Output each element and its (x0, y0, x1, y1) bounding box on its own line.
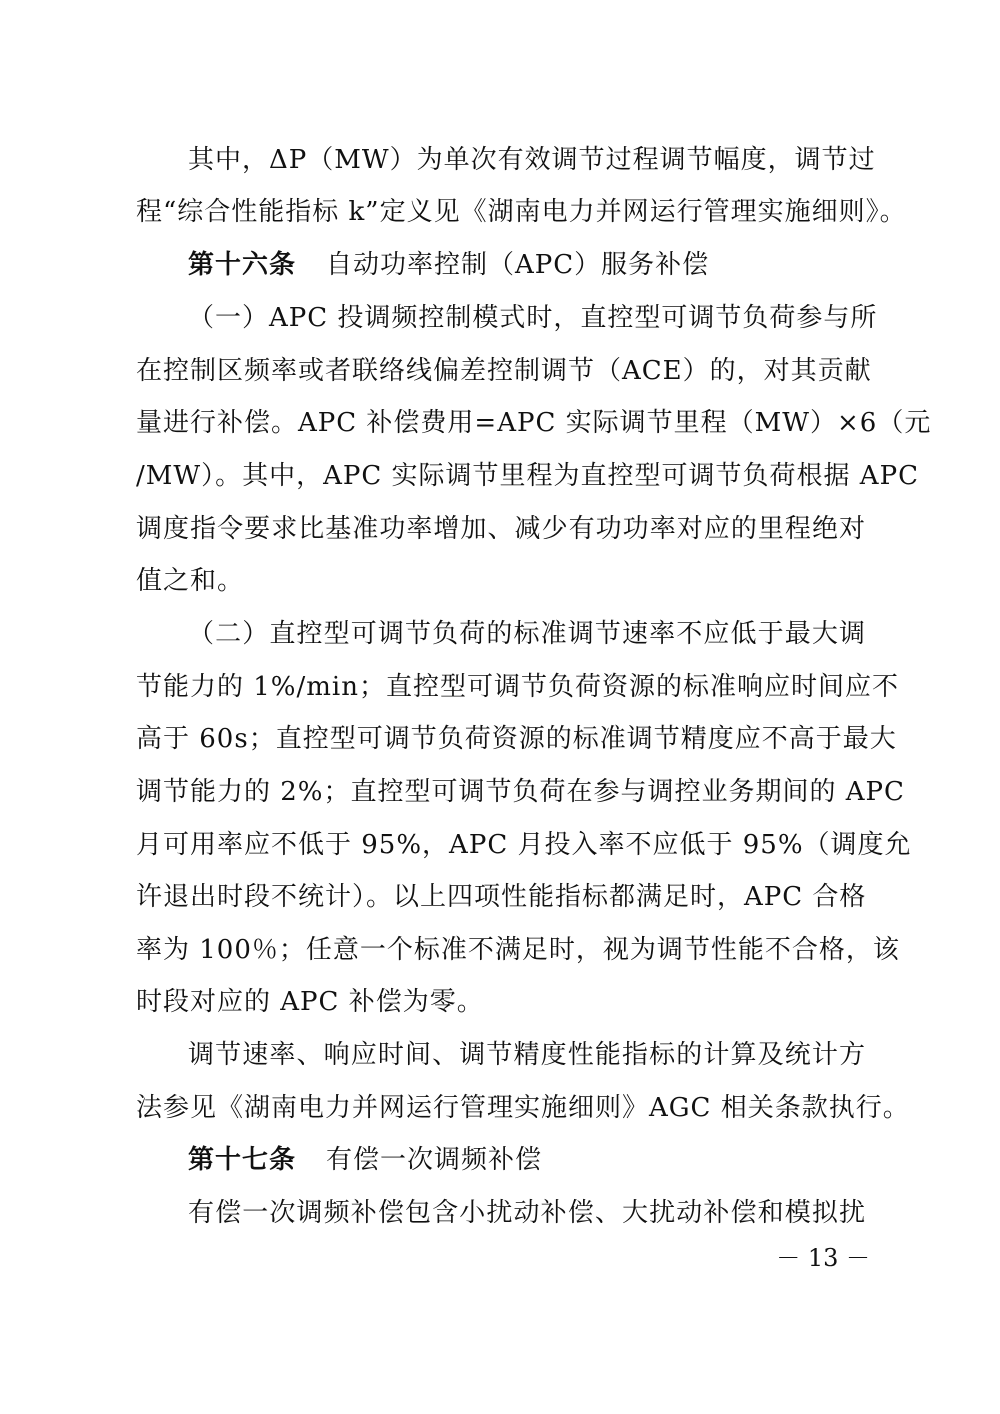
text-line: 时段对应的 APC 补偿为零。 (136, 987, 484, 1017)
text-line: 量进行补偿。APC 补偿费用=APC 实际调节里程（MW）×6（元 (136, 408, 932, 438)
text-line: 有偿一次调频补偿包含小扰动补偿、大扰动补偿和模拟扰 (188, 1198, 866, 1228)
text-line: 月可用率应不低于 95%，APC 月投入率不应低于 95%（调度允 (136, 830, 912, 860)
article-heading-17 (188, 1138, 866, 1182)
page-number: － 13 － (776, 1244, 870, 1272)
text-line: /MW）。其中，APC 实际调节里程为直控型可调节负荷根据 APC (136, 461, 919, 491)
text-line: 调节速率、响应时间、调节精度性能指标的计算及统计方 (188, 1040, 866, 1070)
text-line: 其中，ΔP（MW）为单次有效调节过程调节幅度，调节过 (188, 145, 876, 175)
article-title: 自动功率控制（APC）服务补偿 (326, 250, 710, 280)
text-line: 高于 60s；直控型可调节负荷资源的标准调节精度应不高于最大 (136, 724, 897, 754)
text-line: 程“综合性能指标 k”定义见《湖南电力并网运行管理实施细则》。 (136, 197, 907, 227)
text-line: 许退出时段不统计）。以上四项性能指标都满足时，APC 合格 (136, 882, 867, 912)
text-line: 节能力的 1%/min；直控型可调节负荷资源的标准响应时间应不 (136, 672, 899, 702)
text-line: 在控制区频率或者联络线偏差控制调节（ACE）的，对其贡献 (136, 356, 872, 386)
text-line: 值之和。 (136, 566, 245, 596)
text-line: 调节能力的 2%；直控型可调节负荷在参与调控业务期间的 APC (136, 777, 905, 807)
text-line: 率为 100％；任意一个标准不满足时，视为调节性能不合格，该 (136, 935, 900, 965)
article-label: 第十七条 (188, 1145, 297, 1175)
article-label: 第十六条 (188, 250, 297, 280)
text-line: （一）APC 投调频控制模式时，直控型可调节负荷参与所 (188, 303, 878, 333)
text-line: 调度指令要求比基准功率增加、减少有功功率对应的里程绝对 (136, 514, 866, 544)
article-title: 有偿一次调频补偿 (326, 1145, 543, 1175)
text-line: 法参见《湖南电力并网运行管理实施细则》AGC 相关条款执行。 (136, 1093, 910, 1123)
article-heading-16 (188, 243, 866, 287)
text-line: （二）直控型可调节负荷的标准调节速率不应低于最大调 (188, 619, 866, 649)
